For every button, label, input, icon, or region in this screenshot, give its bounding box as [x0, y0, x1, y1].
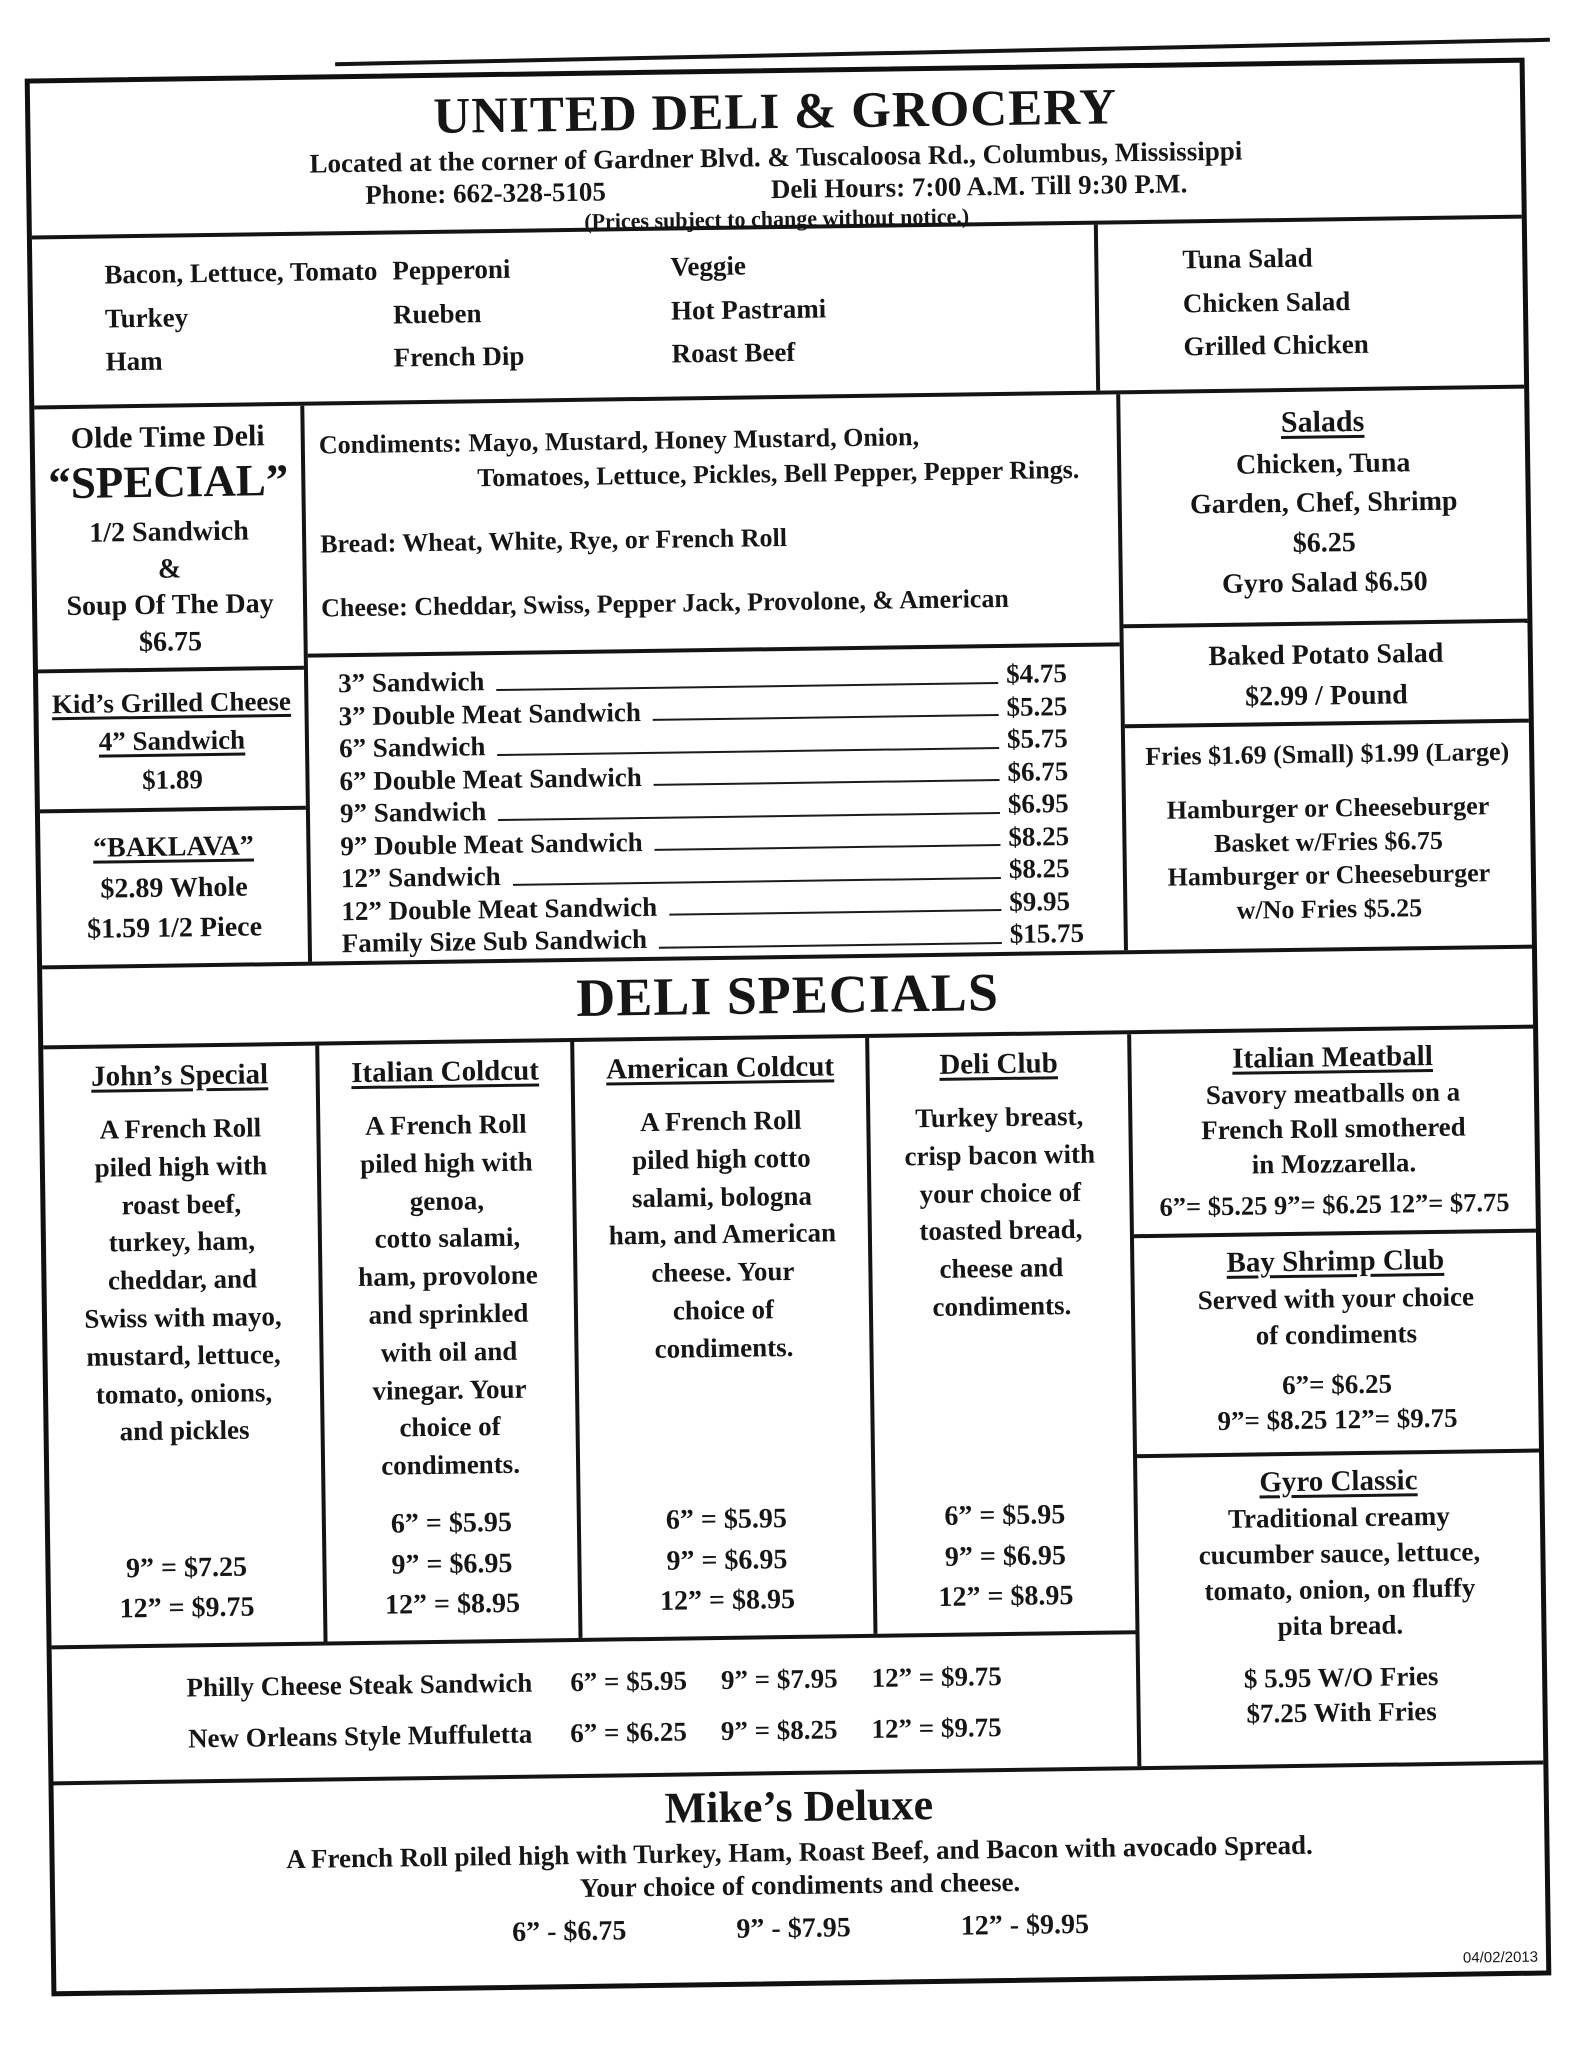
- desc-line: genoa,: [409, 1184, 485, 1216]
- specials-columns: [43, 1034, 1135, 1649]
- kids-grilled-cheese-box: [38, 670, 306, 814]
- size-price-line: 12” = $8.95: [384, 1588, 521, 1622]
- desc-line: choice of: [399, 1411, 501, 1443]
- desc-line: cheese. Your: [651, 1256, 795, 1289]
- sandwich-type: Rueben: [392, 297, 482, 330]
- size-price-line: 12” = $8.95: [938, 1580, 1074, 1614]
- column-prices: [326, 1502, 579, 1641]
- italian-meatball-box: [1131, 1029, 1536, 1239]
- item-label: 3” Sandwich: [337, 666, 485, 699]
- sandwich-type: Turkey: [104, 302, 189, 334]
- menu-header: [30, 63, 1522, 236]
- sandwich-type: French Dip: [393, 341, 525, 373]
- sandwich-type: Tuna Salad: [1182, 242, 1313, 275]
- size-price-line: 12” = $8.95: [659, 1584, 796, 1618]
- size-price: 9” - $7.95: [736, 1912, 851, 1946]
- bread-line: Bread: Wheat, White, Rye, or French Roll: [320, 523, 788, 559]
- salads-line: Gyro Salad $6.50: [1221, 565, 1428, 600]
- desc-line: crisp bacon with: [904, 1138, 1096, 1172]
- cheese-line: Cheese: Cheddar, Swiss, Pepper Jack, Provolone, & American: [320, 584, 1010, 623]
- restaurant-name: UNITED DELI & GROCERY: [433, 79, 1118, 145]
- price-leader-line: [655, 844, 1001, 851]
- desc-line: Turkey breast,: [915, 1100, 1084, 1134]
- item-label: Family Size Sub Sandwich: [341, 923, 648, 959]
- column-heading: Italian Meatball: [1231, 1040, 1433, 1075]
- size-price: 6” - $6.75: [511, 1915, 627, 1949]
- size-price-line: 9” = $7.25: [125, 1551, 248, 1585]
- desc-line: A French Roll: [364, 1108, 527, 1141]
- size-price-line: 6” = $5.95: [944, 1499, 1066, 1533]
- column-italian-coldcut: [315, 1042, 578, 1642]
- item-label: 9” Double Meat Sandwich: [340, 826, 643, 861]
- special-line: Soup Of The Day: [66, 588, 274, 623]
- desc-line: of condiments: [1255, 1318, 1418, 1351]
- column-prices: [581, 1498, 874, 1638]
- item-price: $5.75: [1006, 723, 1068, 754]
- desc-line: and pickles: [119, 1414, 250, 1447]
- price-leader-line: [497, 747, 999, 756]
- item-price: $1.59 1/2 Piece: [86, 911, 263, 945]
- desc-line: salami, bologna: [631, 1180, 813, 1213]
- column-description: [44, 1109, 321, 1453]
- column-heading: John’s Special: [90, 1058, 269, 1093]
- desc-line: cheddar, and: [107, 1263, 258, 1296]
- desc-line: ham, and American: [608, 1217, 837, 1251]
- item-price: $4.75: [1005, 658, 1068, 689]
- size-price-line: $ 5.95 W/O Fries: [1243, 1660, 1439, 1694]
- column-prices: [50, 1546, 323, 1645]
- baked-potato-box: [1123, 623, 1528, 729]
- middle-band: [34, 385, 1532, 966]
- price-leader-line: [654, 779, 1000, 786]
- olde-time-special-box: [34, 406, 304, 674]
- burger-line: Hamburger or Cheeseburger: [1167, 858, 1491, 893]
- column-description: [320, 1105, 576, 1486]
- size-price-line: 6”= $5.25 9”= $6.25 12”= $7.75: [1159, 1187, 1510, 1223]
- condiments-line: Tomatoes, Lettuce, Pickles, Bell Pepper, Pepper Rings.: [477, 454, 1080, 493]
- sandwich-type: Hot Pastrami: [670, 293, 827, 326]
- salads-line: Garden, Chef, Shrimp: [1189, 485, 1458, 521]
- price-notice: (Prices subject to change without notice.): [584, 203, 970, 234]
- item-price: $2.89 Whole: [100, 871, 248, 905]
- specials-columns-area: [43, 1034, 1137, 1781]
- sandwich-type: Grilled Chicken: [1183, 329, 1369, 362]
- mikes-deluxe-box: [53, 1761, 1546, 1992]
- size-price: 9” = $8.25: [720, 1714, 838, 1746]
- column-heading: Deli Club: [939, 1047, 1058, 1081]
- sandwich-type: Ham: [105, 346, 163, 377]
- sandwich-type: Bacon, Lettuce, Tomato: [104, 255, 378, 290]
- desc-line: piled high with: [94, 1150, 268, 1183]
- price-leader-line: [498, 812, 1000, 821]
- desc-line: A French Roll: [639, 1104, 802, 1138]
- desc-line: and sprinkled: [368, 1297, 529, 1330]
- salads-heading: Salads: [1280, 404, 1365, 440]
- salads-line: Chicken, Tuna: [1235, 446, 1411, 481]
- column-johns-special: [43, 1046, 323, 1646]
- column-heading: American Coldcut: [605, 1050, 835, 1086]
- size-price-line: $7.25 With Fries: [1246, 1695, 1437, 1729]
- desc-line: A French Roll: [99, 1112, 262, 1145]
- size-price: 12” - $9.95: [960, 1909, 1090, 1943]
- desc-line: Served with your choice: [1197, 1281, 1475, 1316]
- special-line: 1/2 Sandwich: [89, 515, 249, 550]
- size-price-list: [308, 642, 1124, 961]
- column-deli-club: [865, 1034, 1135, 1634]
- sandwich-type-list-2: [392, 231, 672, 401]
- column-description: [870, 1097, 1131, 1327]
- desc-line: condiments.: [380, 1448, 521, 1481]
- bay-shrimp-club-box: [1134, 1233, 1539, 1459]
- bottom-sandwiches-box: [52, 1634, 1138, 1781]
- desc-line: condiments.: [932, 1290, 1072, 1322]
- special-title: “SPECIAL”: [47, 454, 289, 509]
- size-price: 6” = $6.25: [569, 1716, 688, 1748]
- item-price: $9.95: [1009, 885, 1071, 917]
- item-size: 4” Sandwich: [98, 724, 246, 757]
- item-label: 12” Double Meat Sandwich: [341, 891, 658, 926]
- desc-line: piled high with: [359, 1146, 533, 1179]
- item-price: $5.25: [1006, 690, 1068, 722]
- item-name: Baked Potato Salad: [1208, 637, 1444, 673]
- item-label: 9” Sandwich: [339, 796, 487, 829]
- size-price-line: 12” = $9.75: [119, 1591, 255, 1625]
- salads-price: $6.25: [1292, 527, 1357, 559]
- menu-date: 04/02/2013: [1462, 1948, 1539, 1967]
- size-price-line: 6” = $5.95: [665, 1503, 788, 1536]
- size-price-line: 9” = $6.95: [944, 1539, 1067, 1573]
- right-specials-column: [1127, 1029, 1543, 1767]
- size-price: 12” = $9.75: [871, 1661, 1002, 1694]
- column-description: [1135, 1278, 1538, 1356]
- desc-line: toasted bread,: [919, 1214, 1083, 1247]
- item-label: 6” Double Meat Sandwich: [339, 761, 642, 796]
- size-price: 9” = $7.95: [720, 1663, 838, 1696]
- size-price-line: 6”= $6.25: [1281, 1368, 1393, 1401]
- desc-line: mustard, lettuce,: [86, 1338, 281, 1372]
- burger-line: Hamburger or Cheeseburger: [1166, 790, 1490, 825]
- bottom-sandwich-row: [53, 1710, 1137, 1756]
- size-price-line: 6” = $5.95: [390, 1507, 513, 1540]
- options-block: [304, 394, 1119, 653]
- sandwich-types-row: [32, 215, 1524, 406]
- desc-line: vinegar. Your: [372, 1373, 527, 1406]
- column-description: [1138, 1498, 1542, 1647]
- options-and-prices: [304, 394, 1128, 961]
- baklava-box: [40, 810, 308, 966]
- left-specials-column: [34, 406, 312, 966]
- special-line: Olde Time Deli: [70, 419, 265, 455]
- column-heading: Bay Shrimp Club: [1226, 1243, 1445, 1279]
- desc-line: condiments.: [654, 1331, 794, 1364]
- mikes-deluxe-prices: [55, 1903, 1545, 1956]
- sandwich-type-list-4: [1094, 219, 1524, 391]
- item-price: $8.25: [1008, 853, 1070, 884]
- column-description: [1132, 1074, 1535, 1185]
- desc-line: cheese and: [939, 1252, 1064, 1285]
- desc-line: choice of: [672, 1294, 775, 1326]
- desc-line: piled high cotto: [631, 1142, 811, 1175]
- item-label: 3” Double Meat Sandwich: [338, 696, 642, 731]
- desc-line: cucumber sauce, lettuce,: [1198, 1536, 1481, 1571]
- desc-line: turkey, ham,: [108, 1225, 256, 1258]
- size-price-line: 9” = $6.95: [391, 1547, 513, 1581]
- gyro-classic-box: [1137, 1453, 1543, 1767]
- item-price: $1.89: [141, 763, 204, 795]
- item-label: Philly Cheese Steak Sandwich: [186, 1667, 533, 1703]
- item-name: Kid’s Grilled Cheese: [51, 685, 292, 720]
- price-leader-line: [513, 877, 1001, 886]
- price-leader-line: [653, 714, 999, 721]
- burger-line: w/No Fries $5.25: [1236, 893, 1423, 925]
- desc-line: in Mozzarella.: [1251, 1147, 1417, 1180]
- column-description: [575, 1101, 870, 1370]
- desc-line: cotto salami,: [374, 1222, 521, 1255]
- burger-line: Basket w/Fries $6.75: [1213, 825, 1444, 858]
- phone-number: Phone: 662-328-5105: [365, 176, 607, 210]
- fries-price-line: Fries $1.69 (Small) $1.99 (Large): [1145, 736, 1510, 771]
- deli-specials-heading: DELI SPECIALS: [42, 945, 1533, 1046]
- special-line: &: [157, 553, 182, 585]
- column-heading: Italian Coldcut: [351, 1054, 540, 1090]
- desc-line: pita bread.: [1277, 1609, 1404, 1641]
- desc-line: roast beef,: [121, 1188, 242, 1220]
- item-price: $2.99 / Pound: [1244, 678, 1408, 713]
- item-price: $6.95: [1007, 788, 1069, 819]
- item-label: 12” Sandwich: [340, 860, 501, 894]
- price-leader-line: [497, 682, 999, 691]
- size-price-line: 9”= $8.25 12”= $9.75: [1217, 1402, 1458, 1437]
- fries-burgers-box: [1125, 723, 1532, 951]
- sandwich-type-list-3: [670, 225, 1096, 397]
- desc-line: with oil and: [380, 1335, 518, 1368]
- bottom-sandwich-row: [52, 1660, 1136, 1706]
- price-leader-line: [669, 909, 1001, 916]
- desc-line: ham, provolone: [357, 1259, 538, 1293]
- sandwich-type: Veggie: [670, 250, 747, 282]
- right-sides-column: [1120, 389, 1532, 951]
- size-price-line: 9” = $6.95: [666, 1543, 788, 1577]
- size-price: 12” = $9.75: [871, 1711, 1002, 1744]
- mikes-deluxe-description: Your choice of condiments and cheese.: [579, 1867, 1021, 1904]
- item-name: “BAKLAVA”: [92, 830, 255, 864]
- special-price: $6.75: [138, 625, 203, 658]
- salads-box: [1120, 389, 1527, 629]
- deli-specials-band: [43, 1025, 1543, 1782]
- size-price: 6” = $5.95: [570, 1665, 688, 1698]
- desc-line: tomato, onion, on fluffy: [1204, 1572, 1476, 1607]
- item-price: $8.25: [1008, 820, 1070, 852]
- column-american-coldcut: [570, 1038, 873, 1638]
- address-line: Located at the corner of Gardner Blvd. & Tuscaloosa Rd., Columbus, Mississippi: [309, 135, 1243, 179]
- mikes-deluxe-title: Mike’s Deluxe: [664, 1780, 934, 1833]
- price-leader-line: [659, 942, 1002, 949]
- item-price: $6.75: [1007, 755, 1069, 787]
- desc-line: your choice of: [919, 1176, 1082, 1209]
- desc-line: Swiss with mayo,: [84, 1301, 282, 1334]
- desc-line: Savory meatballs on a: [1205, 1076, 1461, 1111]
- item-label: 6” Sandwich: [338, 731, 486, 764]
- condiments-line: Condiments: Mayo, Mustard, Honey Mustard, Onion,: [318, 422, 920, 460]
- item-label: New Orleans Style Muffuletta: [187, 1718, 533, 1754]
- deli-hours: Deli Hours: 7:00 A.M. Till 9:30 P.M.: [770, 168, 1188, 205]
- sandwich-type-list-1: [32, 234, 394, 405]
- desc-line: French Roll smothered: [1201, 1111, 1466, 1146]
- column-heading: Gyro Classic: [1259, 1464, 1418, 1499]
- menu-page: [25, 58, 1552, 1997]
- item-price: $15.75: [1009, 917, 1085, 949]
- sandwich-type: Chicken Salad: [1182, 285, 1351, 319]
- desc-line: Traditional creamy: [1227, 1500, 1450, 1534]
- sandwich-type: Roast Beef: [671, 337, 796, 370]
- sandwich-type: Pepperoni: [392, 253, 511, 286]
- mikes-deluxe-description: A French Roll piled high with Turkey, Ham, Roast Beef, and Bacon with avocado Spread.: [286, 1830, 1314, 1875]
- column-prices: [876, 1494, 1136, 1633]
- desc-line: tomato, onions,: [95, 1376, 273, 1410]
